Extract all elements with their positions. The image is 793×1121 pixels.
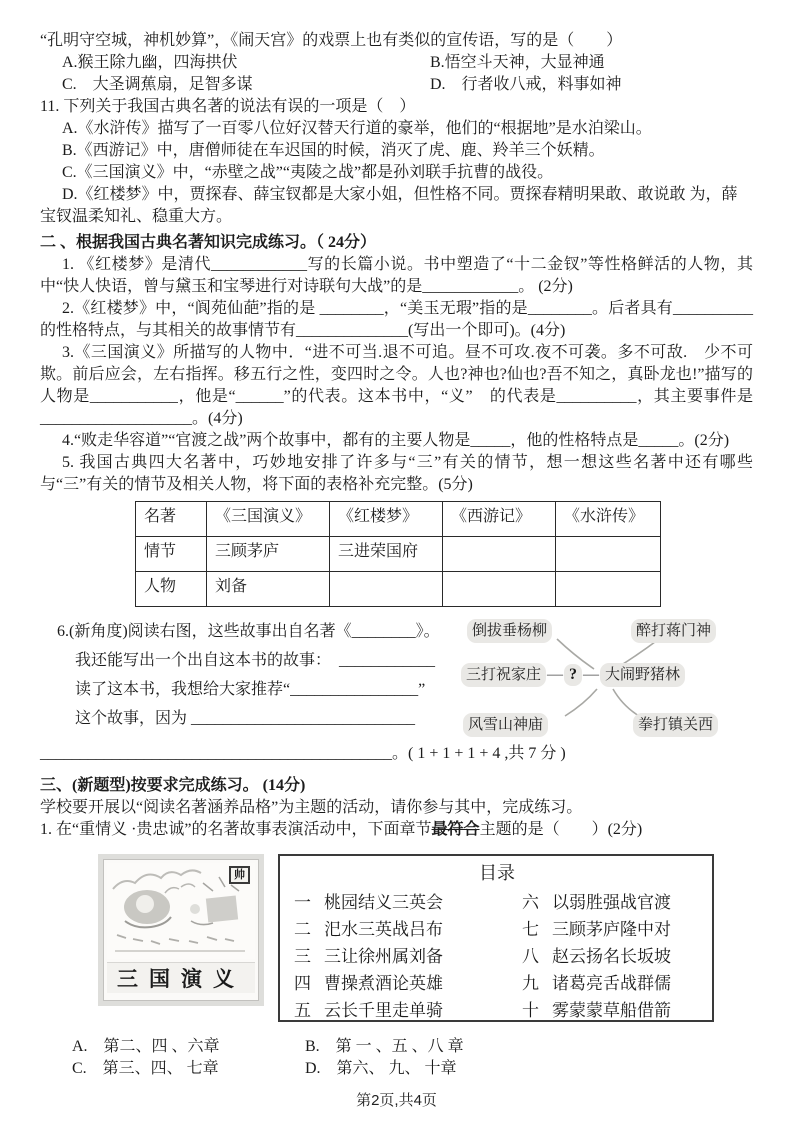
- q11-option-a: A.《水浒传》描写了一百零八位好汉替天行道的豪举，他们的“根据地”是水泊梁山。: [62, 120, 652, 137]
- section2-q3: 3.《三国演义》所描写的人物中．“进不可当.退不可追。昼不可攻.夜不可袭。多不可敌. 少不可欺。前后应会，左右指挥。移五行之性，变四时之令。人也?神也?仙也?吾不知之，真卧龙也!”描写的人物是___________，他是“______”的代表。这本书中，“义” 的代表是__________，其主要事件是___________________。(4分): [40, 344, 753, 427]
- section2-q4: 4.“败走华容道”“官渡之战”两个故事中，都有的主要人物是_____，他的性格特点是_____。(2分): [62, 432, 730, 449]
- q5-cell: 刘备: [207, 572, 330, 607]
- toc-title: 目录: [479, 863, 515, 883]
- q11-option-d: D.《红楼梦》中，贾探春、薛宝钗都是大家小姐，但性格不同。贾探春精明果敢、敢说敢 为，薛宝钗温柔知礼、稳重大方。: [40, 186, 738, 225]
- book-cover: [98, 854, 264, 1006]
- mindmap-dash: —: [583, 666, 600, 683]
- answer-option-a: A. 第二、四 、六章: [72, 1038, 220, 1055]
- mindmap-node-bottom-right: 拳打镇关西: [633, 713, 718, 737]
- q11-stem: 11. 下列关于我国古典名著的说法有误的一项是（ ）: [40, 98, 416, 115]
- toc-chapter-title: 桃园结义三英会: [324, 893, 443, 912]
- q5-cell: [556, 572, 661, 607]
- q5-cell: 情节: [136, 537, 207, 572]
- toc-chapter-number: 三: [294, 947, 311, 966]
- q5-cell: [556, 537, 661, 572]
- q5-cell: [330, 572, 443, 607]
- toc-chapter-title: 云长千里走单骑: [324, 1001, 443, 1020]
- q6-line-3: 读了这本书，我想给大家推荐“________________”: [75, 681, 426, 698]
- mindmap-center-question: ?: [564, 664, 582, 686]
- section3-q1-pre: 1. 在“重情义 ·贵忠诚”的名著故事表演活动中，下面章节: [40, 821, 432, 838]
- q10-option-b: B.悟空斗天神，大显神通: [430, 54, 605, 71]
- toc-chapter-number: 九: [522, 974, 539, 993]
- q5-cell: 三顾茅庐: [207, 537, 330, 572]
- answer-option-c: C. 第三、四、 七章: [72, 1060, 219, 1077]
- section3-intro: 学校要开展以“阅读名著涵养品格”为主题的活动，请你参与其中，完成练习。: [40, 799, 583, 816]
- toc-chapter-number: 八: [522, 947, 539, 966]
- book-cover-title: 三国演义: [107, 962, 255, 993]
- section3-q1-emphasis: 最符合: [431, 821, 480, 838]
- toc-chapter-number: 二: [294, 920, 311, 939]
- section2-q2: 2.《红楼梦》中，“阆苑仙葩”指的是 ________，“美玉无瑕”指的是________。后者具有__________的性格特点，与其相关的故事情节有______________(写出一个即可)。(4分): [40, 300, 753, 339]
- q11-option-b: B.《西游记》中，唐僧师徒在车迟国的时候，消灭了虎、鹿、羚羊三个妖精。: [62, 142, 605, 159]
- answer-option-b: B. 第 一 、五 、八 章: [305, 1038, 464, 1055]
- toc-chapter-number: 一: [294, 893, 311, 912]
- toc-chapter-number: 十: [522, 1001, 539, 1020]
- section2-q1: 1. 《红楼梦》是清代____________写的长篇小说。书中塑造了“十二金钗”等性格鲜活的人物，其中“快人快语，曾与黛玉和宝琴进行对诗联句大战”的是____________。 (2分): [40, 256, 753, 295]
- toc-chapter-number: 五: [294, 1001, 311, 1020]
- toc-row: [294, 943, 700, 970]
- toc-row: [294, 889, 700, 916]
- answer-options-row-2: [40, 1058, 753, 1080]
- toc-chapter-title: 三顾茅庐隆中对: [552, 920, 671, 939]
- q5-cell: [443, 537, 556, 572]
- toc-chapter-title: 雾蒙蒙草船借箭: [552, 1001, 671, 1020]
- q10-stem: “孔明守空城，神机妙算”，《闹天宫》的戏票上也有类似的宣传语，写的是（ ）: [40, 32, 623, 49]
- q5-cell: [443, 572, 556, 607]
- q10-options-row-1: [40, 52, 753, 74]
- table-row: [136, 537, 661, 572]
- mindmap-node-mid-right: 大闹野猪林: [600, 663, 685, 687]
- q6-tail-line: ____________________________________________。( 1 + 1 + 1 + 4 ,共 7 分 ): [40, 745, 566, 762]
- toc-chapter-title: 诸葛亮舌战群儒: [552, 974, 671, 993]
- section2-q5: 5. 我国古典四大名著中，巧妙地安排了许多与“三”有关的情节，想一想这些名著中还有哪些与“三”有关的情节及相关人物，将下面的表格补充完整。(5分): [40, 454, 753, 493]
- section3-q1: [40, 819, 753, 841]
- q5-cell: 三进荣国府: [330, 537, 443, 572]
- mindmap-node-mid-left: 三打祝家庄: [461, 663, 546, 687]
- q10-options-row-2: [40, 74, 753, 96]
- toc-chapter-title: 赵云扬名长坂坡: [552, 947, 671, 966]
- toc-chapter-title: 曹操煮酒论英雄: [324, 974, 443, 993]
- q10-option-a: A.猴王除九幽，四海拱伏: [62, 54, 238, 71]
- q5-header-cell: 名著: [136, 502, 207, 537]
- q5-header-cell: 《西游记》: [443, 502, 556, 537]
- question-6: [40, 617, 753, 739]
- mindmap-node-bottom-left: 风雪山神庙: [463, 713, 548, 737]
- q5-cell: 人物: [136, 572, 207, 607]
- media-row: [40, 854, 753, 1022]
- q6-line-1: 6.(新角度)阅读右图，这些故事出自名著《________》。: [57, 623, 440, 640]
- book-cover-illustration: [107, 863, 255, 959]
- section2-title: 二 、根据我国古典名著知识完成练习。（ 24分）: [40, 234, 377, 251]
- q10-option-c: C. 大圣调蕉扇，足智多谋: [62, 76, 253, 93]
- toc-row: [294, 970, 700, 997]
- answer-options-row-1: [40, 1036, 753, 1058]
- toc-row: [294, 916, 700, 943]
- toc-chapter-number: 六: [522, 893, 539, 912]
- q11-option-c: C.《三国演义》中，“赤壁之战”“夷陵之战”都是孙刘联手抗曹的战役。: [62, 164, 554, 181]
- section3-q1-post: 主题的是（ ）(2分): [479, 821, 643, 838]
- answer-option-d: D. 第六、 九、 十章: [305, 1060, 457, 1077]
- toc-chapter-title: 汜水三英战吕布: [324, 920, 443, 939]
- toc-box: [278, 854, 714, 1022]
- banner-flag: 帅: [229, 866, 250, 884]
- mindmap-dash: —: [547, 666, 564, 683]
- toc-chapter-number: 七: [522, 920, 539, 939]
- q6-line-2: 我还能写出一个出自这本书的故事： ____________: [75, 652, 436, 669]
- q6-line-4: 这个故事，因为 ____________________________: [75, 710, 416, 727]
- page-number-footer: 第2页,共4页: [356, 1092, 437, 1109]
- q5-header-cell: 《三国演义》: [207, 502, 330, 537]
- toc-chapter-number: 四: [294, 974, 311, 993]
- toc-row: [294, 997, 700, 1024]
- book-cover-inner: [103, 859, 259, 1001]
- q5-header-cell: 《红楼梦》: [330, 502, 443, 537]
- mindmap-middle-row: [461, 663, 753, 687]
- toc-chapter-title: 以弱胜强战官渡: [552, 893, 671, 912]
- section3-title: 三、(新题型)按要求完成练习。 (14分): [40, 777, 306, 794]
- mindmap-node-top-right: 醉打蒋门神: [631, 619, 716, 643]
- q5-table: [135, 501, 661, 607]
- toc-chapter-title: 三让徐州属刘备: [324, 947, 443, 966]
- table-row: [136, 572, 661, 607]
- mindmap-node-top-left: 倒拔垂杨柳: [467, 619, 552, 643]
- story-mindmap: [461, 619, 753, 737]
- table-row: [136, 502, 661, 537]
- q10-option-d: D. 行者收八戒，料事如神: [430, 76, 622, 93]
- q5-header-cell: 《水浒传》: [556, 502, 661, 537]
- q6-text: [40, 617, 495, 733]
